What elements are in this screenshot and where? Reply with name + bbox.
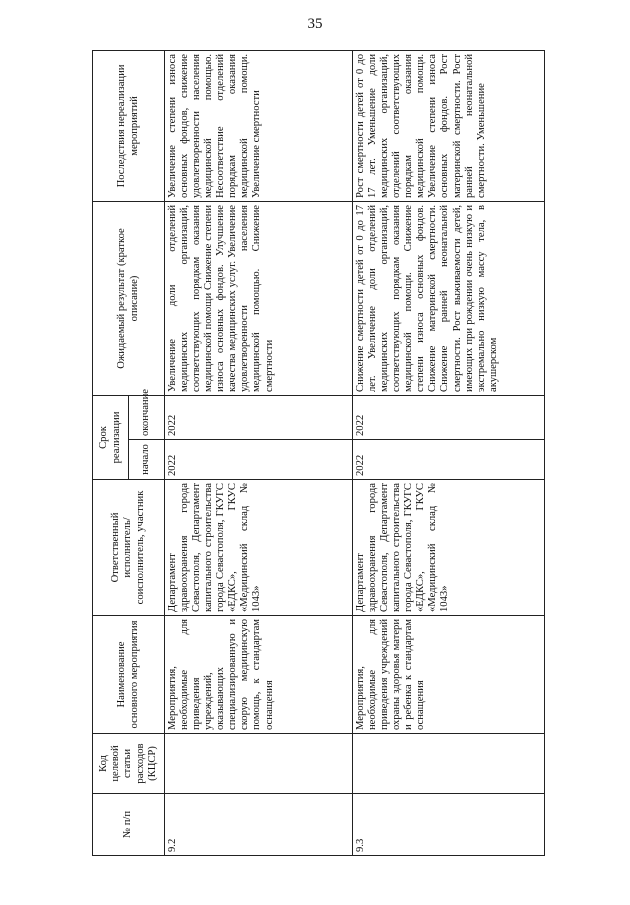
header-responsible: Ответственный исполнитель/соисполнитель, участник — [93, 480, 165, 616]
row-name: Мероприятия, необходимые для приведения учреждений охраны здоровья матери и ребенка к стандартам оснащения — [353, 616, 545, 734]
header-consequences: Последствия нереализации мероприятий — [93, 50, 165, 201]
row-responsible: Департамент здравоохранения города Севастополя, Департамент капитального строительства города Севастополя, ГКУГС «ЕДКС», ГКУС «Медицинский склад № 1043» — [353, 480, 545, 616]
table-row — [353, 50, 545, 855]
row-end: 2022 — [165, 395, 353, 439]
header-end: окончание — [129, 395, 165, 439]
header-period: Срок реализации — [93, 395, 129, 479]
table-row — [165, 50, 353, 855]
row-code — [353, 734, 545, 794]
measures-table — [92, 50, 545, 856]
header-code: Код целевой статьи расходов (КЦСР) — [93, 734, 165, 794]
row-num: 9.2 — [165, 794, 353, 856]
row-responsible: Департамент здравоохранения города Севастополя, Департамент капитального строительства города Севастополя, ГКУГС «ЕДКС», ГКУС «Медицинский склад № 1043» — [165, 480, 353, 616]
header-start: начало — [129, 440, 165, 480]
row-consequences: Рост смертности детей от 0 до 17 лет. Уменьшение доли медицинских организаций, отделений соответствующих порядкам оказания медицинской помощи. Увеличение степени износа основных фондов. Рост материнской смертности. Рост ранней неонатальной смертности. Уменьшение — [353, 50, 545, 201]
row-end: 2022 — [353, 395, 545, 439]
rotated-table-container — [92, 51, 544, 856]
page-number: 35 — [307, 16, 323, 32]
row-code — [165, 734, 353, 794]
header-num: № п/п — [93, 794, 165, 856]
row-name: Мероприятия, необходимые для приведения учреждений, оказывающих специализированную и скорую медицинскую помощь, к стандартам оснащения — [165, 616, 353, 734]
row-consequences: Увеличение степени износа основных фондов, снижение удовлетворенности населения медицинской помощью. Несоответствие отделений порядкам оказания медицинской помощи. Увеличение смертности — [165, 50, 353, 201]
row-result: Снижение смертности детей от 0 до 17 лет. Увеличение доли отделений медицинских организаций, соответствующих порядкам оказания медицинской помощи. Снижение степени износа основных фондов. Снижение материнской смертности. Снижение ранней неонатальной смертности. Рост выживаемости детей, имеющих при рождении очень низкую и экстремально низкую массу тела, в акушерском — [353, 201, 545, 395]
row-start: 2022 — [353, 440, 545, 480]
row-start: 2022 — [165, 440, 353, 480]
row-result: Увеличение доли отделений медицинских организаций, соответствующих порядкам оказания медицинской помощи Снижение степени износа основных фондов. Улучшение качества медицинских услуг. Увеличение удовлетворенности населения медицинской помощью. Снижение смертности — [165, 201, 353, 395]
header-result: Ожидаемый результат (краткое описание) — [93, 201, 165, 395]
header-name: Наименование основного мероприятия — [93, 616, 165, 734]
row-num: 9.3 — [353, 794, 545, 856]
